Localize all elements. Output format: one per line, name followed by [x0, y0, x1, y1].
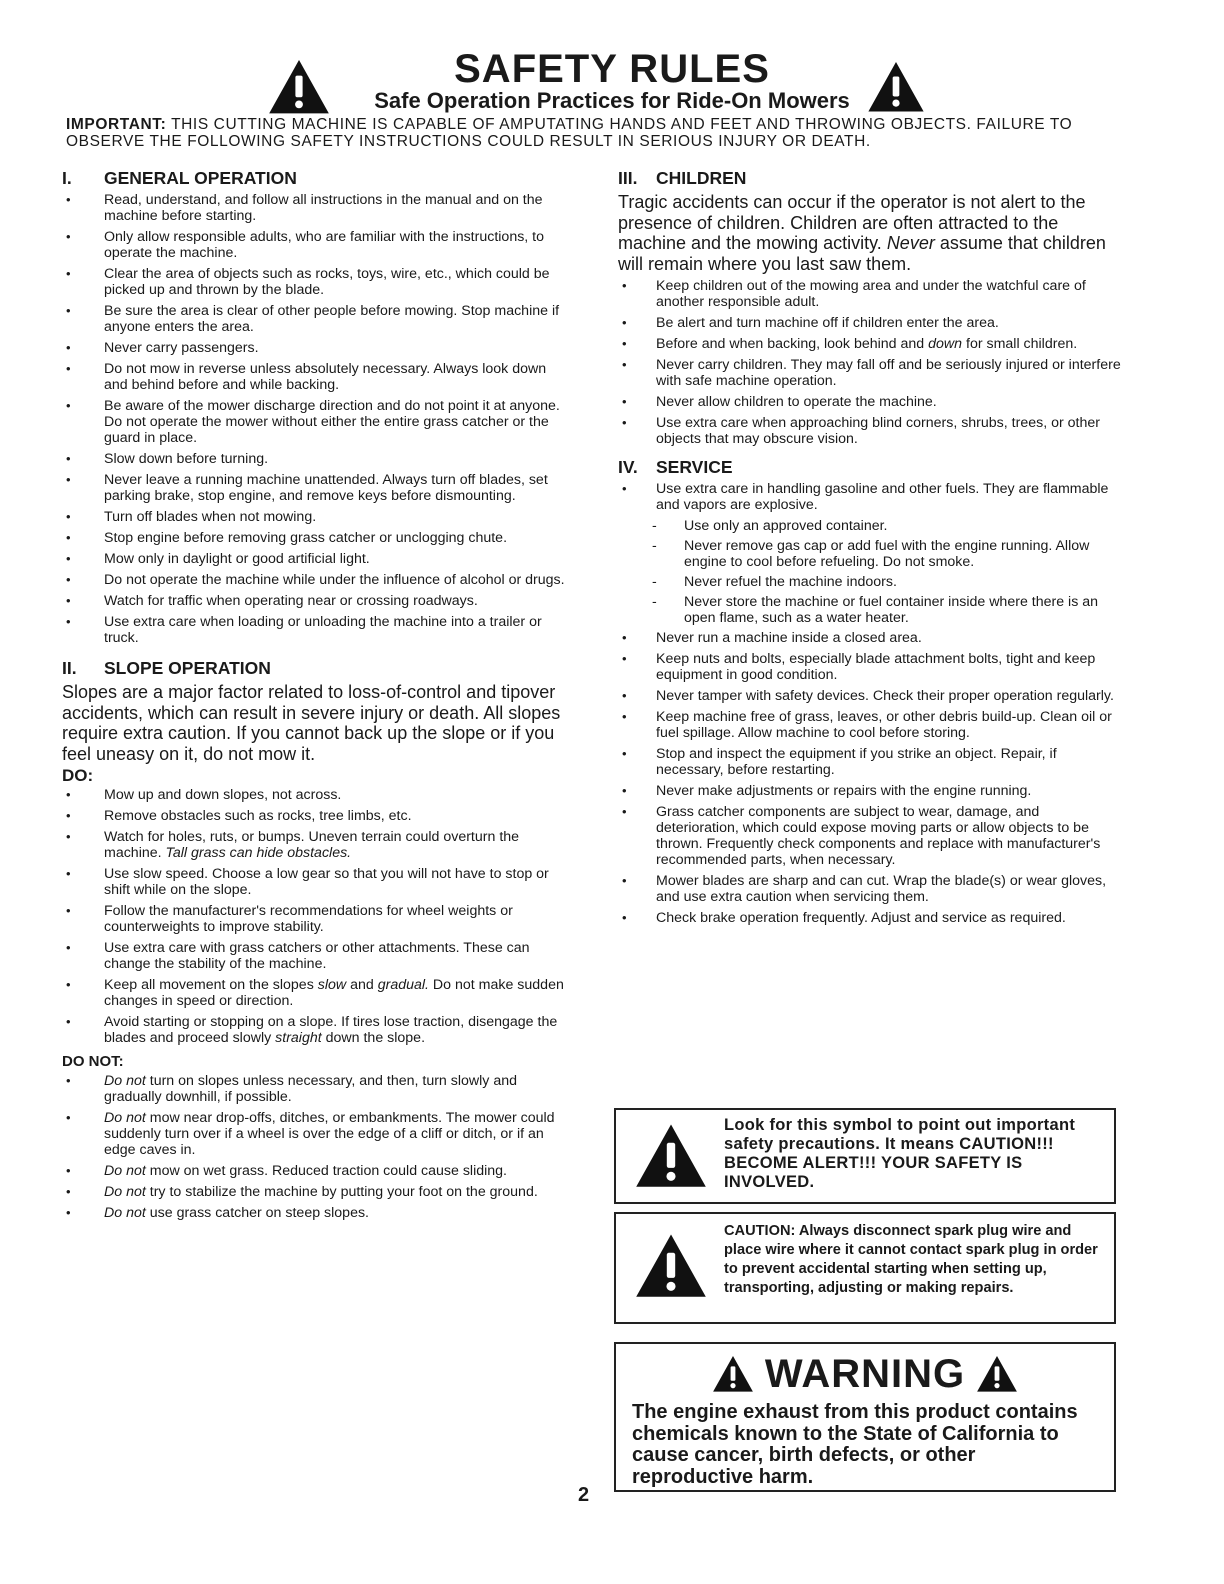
item-text: turn on slopes unless necessary, and then, turn slowly and gradually downhill, if possible.: [104, 1073, 518, 1105]
list-item: [618, 481, 1122, 513]
item-emphasis: Do not: [104, 1110, 146, 1126]
intro-text: Tragic accidents can occur if the operator is not alert to the presence of children. Children are often attracted to the machine and the mowing activity.: [618, 192, 1086, 253]
item-text: use grass catcher on steep slopes.: [145, 1205, 369, 1221]
symbol-notice-box: [614, 1108, 1116, 1204]
caution-box: [614, 1212, 1116, 1324]
warning-triangle-icon: [636, 1234, 706, 1298]
list-item: • Only allow responsible adults, who are familiar with the instructions, to operate the machine.: [62, 229, 570, 261]
list-item: [62, 977, 570, 1009]
section-number: II.: [62, 658, 77, 678]
item-emphasis: straight: [275, 1030, 322, 1046]
warning-triangle-icon: [636, 1124, 706, 1188]
list-item: • Remove obstacles such as rocks, tree limbs, etc.: [62, 808, 570, 824]
item-text: Watch for holes, ruts, or bumps. Uneven terrain could overturn the machine.: [104, 829, 520, 861]
list-item: • Watch for traffic when operating near or crossing roadways.: [62, 593, 570, 609]
do-not-label: DO NOT:: [62, 1053, 124, 1070]
warning-triangle-icon: [713, 1356, 753, 1392]
list-item: • Read, understand, and follow all instructions in the manual and on the machine before starting.: [62, 192, 570, 224]
list-item: • Turn off blades when not mowing.: [62, 509, 570, 525]
fuel-sub-list: [618, 518, 1122, 626]
important-text: THIS CUTTING MACHINE IS CAPABLE OF AMPUTATING HANDS AND FEET AND THROWING OBJECTS. FAILURE TO OBSERVE THE FOLLOWING SAFETY INSTRUCTIONS COULD RESULT IN SERIOUS INJURY OR DEATH.: [66, 116, 1073, 150]
list-item: • Clear the area of objects such as rocks, toys, wire, etc., which could be picked up and thrown by the blade.: [62, 266, 570, 298]
list-item: • Do not mow in reverse unless absolutely necessary. Always look down and behind before and while backing.: [62, 361, 570, 393]
item-text: Avoid starting or stopping on a slope. If tires lose traction, disengage the blades and proceed slowly: [104, 1014, 558, 1046]
list-item: • Never tamper with safety devices. Check their proper operation regularly.: [618, 688, 1122, 704]
list-item: [62, 1205, 570, 1221]
list-item: • Never carry children. They may fall off and be seriously injured or interfere with safe machine operation.: [618, 357, 1122, 389]
list-item: • Grass catcher components are subject to wear, damage, and deterioration, which could expose moving parts or allow objects to be thrown. Frequently check components and replace with manufacturer's recommended parts, when necessary.: [618, 804, 1122, 868]
sub-list-item: - Use only an approved container.: [618, 518, 1122, 534]
list-item: • Keep nuts and bolts, especially blade attachment bolts, tight and keep equipment in good condition.: [618, 651, 1122, 683]
list-item: • Stop and inspect the equipment if you strike an object. Repair, if necessary, before restarting.: [618, 746, 1122, 778]
section-title: SLOPE OPERATION: [104, 658, 271, 678]
list-item: • Use extra care when loading or unloading the machine into a trailer or truck.: [62, 614, 570, 646]
list-item: • Use slow speed. Choose a low gear so that you will not have to stop or shift while on the slope.: [62, 866, 570, 898]
section-number: III.: [618, 168, 638, 188]
page-subtitle: Safe Operation Practices for Ride-On Mowers: [374, 88, 850, 113]
list-item: • Be aware of the mower discharge direction and do not point it at anyone. Do not operate the mower without either the entire grass catcher or the guard in place.: [62, 398, 570, 446]
symbol-notice-text: Look for this symbol to point out important safety precautions. It means CAUTION!!! BECOME ALERT!!! YOUR SAFETY IS INVOLVED.: [724, 1116, 1076, 1191]
section-number: I.: [62, 168, 72, 188]
section-general-heading: [62, 170, 570, 186]
section-slope-heading: [62, 660, 570, 676]
item-emphasis: Do not: [104, 1184, 146, 1200]
warning-box: [614, 1342, 1116, 1492]
list-item: [618, 336, 1122, 352]
item-emphasis: gradual.: [377, 977, 429, 993]
left-column: [62, 168, 570, 1226]
list-item: [62, 1184, 570, 1200]
do-not-list: [62, 1073, 570, 1221]
list-item: • Stop engine before removing grass catcher or unclogging chute.: [62, 530, 570, 546]
page-number: 2: [578, 1484, 590, 1506]
warning-heading: [616, 1350, 1114, 1397]
list-item: • Use extra care with grass catchers or other attachments. These can change the stability of the machine.: [62, 940, 570, 972]
slope-intro: Slopes are a major factor related to loss-of-control and tipover accidents, which can result in severe injury or death. All slopes require extra caution. If you cannot back up the slope or if you feel uneasy on it, do not mow it.: [62, 682, 561, 764]
list-item: • Use extra care when approaching blind corners, shrubs, trees, or other objects that may obscure vision.: [618, 415, 1122, 447]
list-item: • Mower blades are sharp and can cut. Wrap the blade(s) or wear gloves, and use extra caution when servicing them.: [618, 873, 1122, 905]
section-title: CHILDREN: [656, 168, 747, 188]
intro-text: assume that children will remain where you last saw them.: [618, 233, 1106, 274]
list-item: • Mow up and down slopes, not across.: [62, 787, 570, 803]
item-emphasis: slow: [317, 977, 347, 993]
item-text: try to stabilize the machine by putting your foot on the ground.: [145, 1184, 538, 1200]
sub-list-item: - Never store the machine or fuel container inside where there is an open flame, such as a water heater.: [618, 594, 1122, 626]
warning-title: WARNING: [764, 1351, 966, 1396]
item-text: down the slope.: [321, 1030, 426, 1046]
item-emphasis: Do not: [104, 1163, 146, 1179]
item-emphasis: Do not: [104, 1205, 146, 1221]
item-emphasis: Do not: [104, 1073, 146, 1089]
do-label: DO:: [62, 766, 94, 785]
item-text: Use extra care in handling gasoline and other fuels. They are flammable and vapors are explosive.: [656, 481, 1109, 513]
item-emphasis: down: [928, 336, 963, 352]
list-item: • Never allow children to operate the machine.: [618, 394, 1122, 410]
list-item: • Be alert and turn machine off if children enter the area.: [618, 315, 1122, 331]
caution-text: CAUTION: Always disconnect spark plug wire and place wire where it cannot contact spark plug in order to prevent accidental starting when setting up, transporting, adjusting or making repairs.: [724, 1223, 1098, 1296]
item-text: mow on wet grass. Reduced traction could cause sliding.: [145, 1163, 507, 1179]
item-text: mow near drop-offs, ditches, or embankments. The mower could suddenly turn over if a wheel is over the edge of a cliff or ditch, or if an edge caves in.: [104, 1110, 555, 1158]
item-text: and: [346, 977, 378, 993]
list-item: • Slow down before turning.: [62, 451, 570, 467]
right-column: [618, 168, 1122, 931]
list-item: [62, 1110, 570, 1158]
section-service-heading: [618, 459, 1122, 475]
sub-list-item: - Never remove gas cap or add fuel with the engine running. Allow engine to cool before refueling. Do not smoke.: [618, 538, 1122, 570]
warning-triangle-icon: [977, 1356, 1017, 1392]
service-list-continued: [618, 630, 1122, 926]
children-list: [618, 278, 1122, 447]
list-item: • Never carry passengers.: [62, 340, 570, 356]
do-list: [62, 787, 570, 1046]
list-item: • Be sure the area is clear of other people before mowing. Stop machine if anyone enters the area.: [62, 303, 570, 335]
list-item: • Check brake operation frequently. Adjust and service as required.: [618, 910, 1122, 926]
list-item: • Never run a machine inside a closed area.: [618, 630, 1122, 646]
section-children-heading: [618, 170, 1122, 186]
item-emphasis: Tall grass can hide obstacles.: [165, 845, 352, 861]
intro-emphasis: Never: [886, 233, 935, 253]
list-item: [62, 829, 570, 861]
item-text: Keep all movement on the slopes: [104, 977, 314, 993]
children-intro: [618, 192, 1122, 274]
important-label: IMPORTANT:: [66, 116, 167, 133]
list-item: [62, 1014, 570, 1046]
list-item: • Never leave a running machine unattended. Always turn off blades, set parking brake, stop engine, and remove keys before dismounting.: [62, 472, 570, 504]
list-item: • Keep children out of the mowing area and under the watchful care of another responsible adult.: [618, 278, 1122, 310]
list-item: • Mow only in daylight or good artificial light.: [62, 551, 570, 567]
section-number: IV.: [618, 457, 638, 477]
list-item: • Follow the manufacturer's recommendations for wheel weights or counterweights to improve stability.: [62, 903, 570, 935]
section-title: SERVICE: [656, 457, 733, 477]
list-item: [62, 1163, 570, 1179]
item-text: Before and when backing, look behind and: [656, 336, 925, 352]
sub-list-item: - Never refuel the machine indoors.: [618, 574, 1122, 590]
general-list: [62, 192, 570, 646]
service-list: [618, 481, 1122, 513]
item-text: Do not make sudden changes in speed or direction.: [104, 977, 564, 1009]
list-item: • Keep machine free of grass, leaves, or other debris build-up. Clean oil or fuel spillage. Allow machine to cool before storing.: [618, 709, 1122, 741]
list-item: [62, 1073, 570, 1105]
page-title: SAFETY RULES: [454, 47, 770, 91]
section-title: GENERAL OPERATION: [104, 168, 297, 188]
list-item: • Never make adjustments or repairs with the engine running.: [618, 783, 1122, 799]
item-text: for small children.: [962, 336, 1078, 352]
list-item: • Do not operate the machine while under the influence of alcohol or drugs.: [62, 572, 570, 588]
warning-text: The engine exhaust from this product contains chemicals known to the State of California to cause cancer, birth defects, or other reproductive harm.: [632, 1401, 1078, 1488]
important-notice: [66, 116, 1146, 150]
